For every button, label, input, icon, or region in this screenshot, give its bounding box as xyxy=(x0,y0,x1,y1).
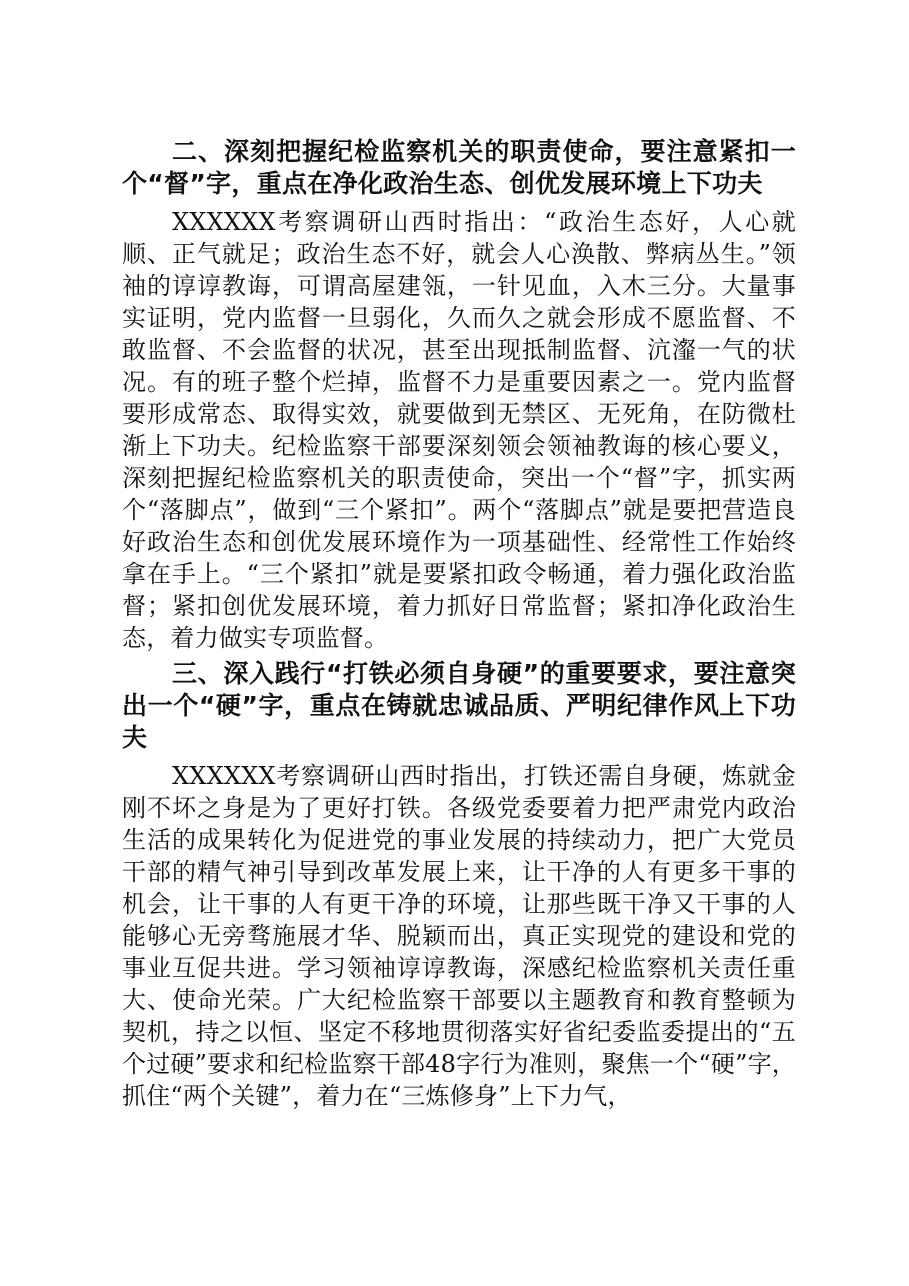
section-3-heading: 三、深入践行“打铁必须自身硬”的重要要求，要注意突出一个“硬”字，重点在铸就忠诚品质、严明纪律作风上下功夫 xyxy=(122,659,796,752)
section-3-paragraph: XXXXXX考察调研山西时指出，打铁还需自身硬，炼就金刚不坏之身是为了更好打铁。各级党委要着力把严肃党内政治生活的成果转化为促进党的事业发展的持续动力，把广大党员干部的精气神引导到改革发展上来，让干净的人有更多干事的机会，让干事的人有更干净的环境，让那些既干净又干事的人能够心无旁骛施展才华、脱颖而出，真正实现党的建设和党的事业互促共进。学习领袖谆谆教诲，深感纪检监察机关责任重大、使命光荣。广大纪检监察干部要以主题教育和教育整顿为契机，持之以恒、坚定不移地贯彻落实好省纪委监委提出的“五个过硬”要求和纪检监察干部48字行为准则，聚焦一个“硬”字，抓住“两个关键”，着力在“三炼修身”上下力气， xyxy=(122,762,796,1110)
section-2-paragraph: XXXXXX考察调研山西时指出：“政治生态好，人心就顺、正气就足；政治生态不好，就会人心涣散、弊病丛生。”领袖的谆谆教诲，可谓高屋建瓴，一针见血，入木三分。大量事实证明，党内监督一旦弱化，久而久之就会形成不愿监督、不敢监督、不会监督的状况，甚至出现抵制监督、沆瀣一气的状况。有的班子整个烂掉，监督不力是重要因素之一。党内监督要形成常态、取得实效，就要做到无禁区、无死角，在防微杜渐上下功夫。纪检监察干部要深刻领会领袖教诲的核心要义，深刻把握纪检监察机关的职责使命，突出一个“督”字，抓实两个“落脚点”，做到“三个紧扣”。两个“落脚点”就是要把营造良好政治生态和创优发展环境作为一项基础性、经常性工作始终拿在手上。“三个紧扣”就是要紧扣政令畅通，着力强化政治监督；紧扣创优发展环境，着力抓好日常监督；紧扣净化政治生态，着力做实专项监督。 xyxy=(122,208,796,652)
section-2-heading: 二、深刻把握纪检监察机关的职责使命，要注意紧扣一个“督”字，重点在净化政治生态、创优发展环境上下功夫 xyxy=(122,137,796,198)
document-body xyxy=(122,136,796,1112)
